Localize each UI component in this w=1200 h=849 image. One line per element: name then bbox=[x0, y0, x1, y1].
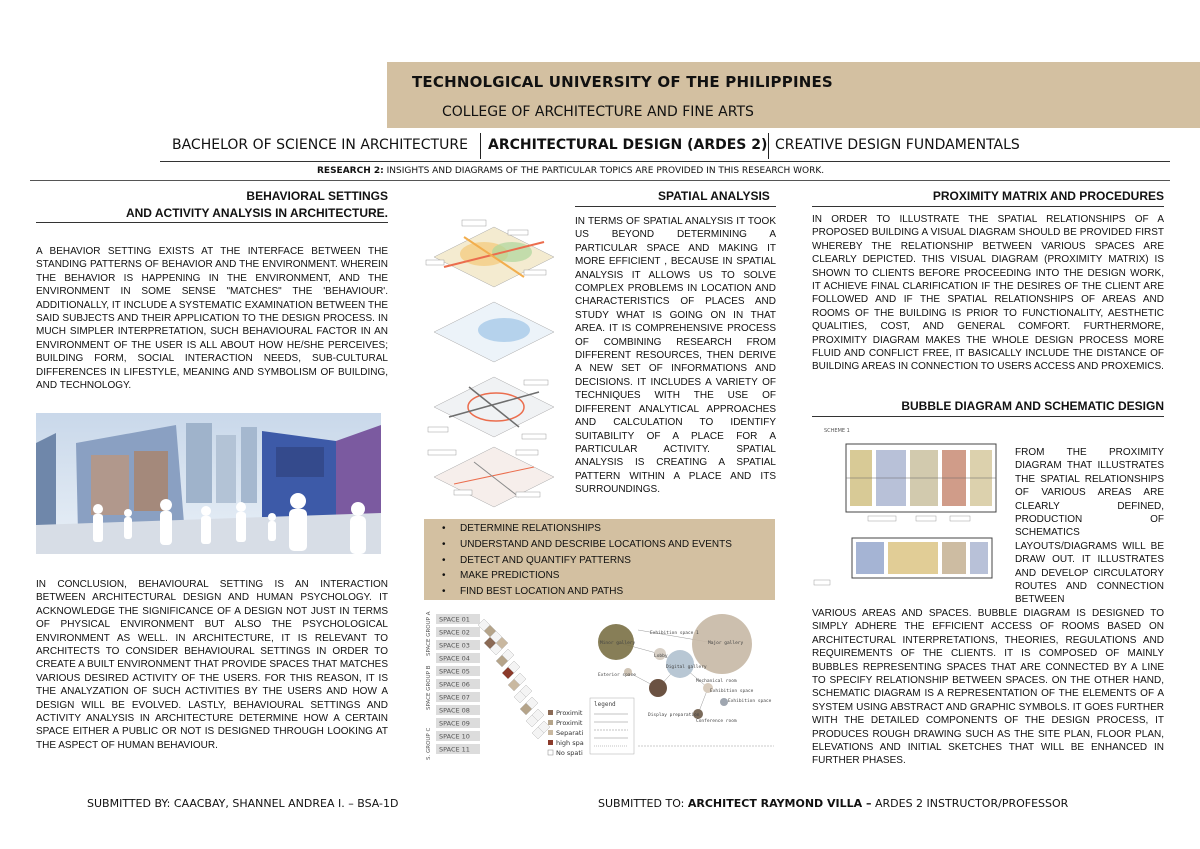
submitted-to bbox=[598, 797, 1068, 810]
bubble-label: Major gallery bbox=[708, 641, 744, 646]
research-label: RESEARCH 2: bbox=[317, 166, 384, 176]
submitted-to-label: SUBMITTED TO: bbox=[598, 797, 688, 810]
behavior-setting-illustration bbox=[36, 413, 381, 554]
spatial-title: SPATIAL ANALYSIS bbox=[658, 189, 770, 203]
title-underline bbox=[36, 222, 388, 223]
bubble-paragraph-full: VARIOUS AREAS AND SPACES. BUBBLE DIAGRAM IS DESIGNED TO SIMPLY ADHERE THE EFFICIENT ACCESS OF ROOMS BASED ON ARCHITECTURAL INTERPRETATIONS, THEORIES, REGULATIONS AND REQUIREMENTS OF THE CLIENTS. IT IS COMPOSED OF MAINLY BUBBLES REPRESENTING SPACES THAT ARE CONNECTED BY A LINE TO SPECIFY RELATIONSHIP BETWEEN SPACES. ON THE OTHER HAND, SCHEMATIC DIAGRAM IS A REPRESENTATION OF THE ELEMENTS OF A SYSTEM USING ABSTRACT AND GRAPHIC SYMBOLS. IT GOES FURTHER WITH THE DETAILED COMPONENTS OF THE DESIGN PROCESS, IT PRODUCES ROUGH DRAWING SUCH AS THE SITE PLAN, FLOOR PLAN, ELEVATIONS AND INITIAL SKETCHES THAT WILL BE ENHANCED IN FURTHER PHASES. bbox=[812, 608, 1164, 767]
header-rule bbox=[160, 161, 1170, 162]
divider bbox=[768, 133, 769, 159]
behavioral-title-1: BEHAVIORAL SETTINGS bbox=[246, 189, 388, 203]
behavioral-paragraph-1: A BEHAVIOR SETTING EXISTS AT THE INTERFACE BETWEEN THE STANDING PATTERNS OF BEHAVIOR AND THE ENVIRONMENT. WHEREIN THE BEHAVIOR IS HAPPENING IN THE ENVIRONMENT, AND THE ENVIRONMENT IN SOME SENSE "MATCHES" THE 'BEHAVIOUR'. ADDITIONALLY, IT INCLUDE A SYSTEMATIC EXAMINATION BETWEEN THE SAID SUBJECTS AND THEIR APPLICATION TO THE DESIGN PROCESS. IN MUCH SIMPLER INTERPRETATION, SUCH BEHAVIOURAL FACTOR IN AN ENVIRONMENT OF THE USER IS ALL ABOUT HOW HE/SHE PERCEIVES; BUILDING FORM, SOCIAL INTERACTION NEEDS, SUB-CULTURAL DIFFERENCES IN LIFESTYLE, MEANING AND SYMBOLISM OF BUILDING, AND TECHNOLOGY. bbox=[36, 246, 388, 392]
bubble-title: BUBBLE DIAGRAM AND SCHEMATIC DESIGN bbox=[901, 399, 1164, 413]
matrix-space-label: SPACE 01 bbox=[439, 615, 470, 624]
matrix-space-label: SPACE 10 bbox=[439, 732, 470, 741]
matrix-group-label: S. GROUP C bbox=[426, 727, 432, 760]
list-item: • DETERMINE RELATIONSHIPS bbox=[438, 521, 775, 537]
matrix-group-label: SPACE GROUP A bbox=[426, 611, 432, 656]
bubble-paragraph-side: FROM THE PROXIMITY DIAGRAM THAT ILLUSTRATES THE SPATIAL RELATIONSHIPS OF VARIOUS AREAS ARE CLEARLY DEFINED, PRODUCTION OF SCHEMATICS LAYOUTS/DIAGRAMS WILL BE DRAW OUT. IT ILLUSTRATES AND DEVELOP CIRCULATORY ROUTES AND CONNECTION BETWEEN bbox=[1015, 447, 1164, 606]
bubble-label: Mechanical room bbox=[696, 679, 737, 684]
list-item: • DETECT AND QUANTIFY PATTERNS bbox=[438, 553, 775, 569]
bubble-label: Conference room bbox=[696, 719, 737, 724]
bubble-label: Exhibition space 1 bbox=[650, 631, 699, 636]
bubble-label: Exhibition space bbox=[710, 689, 754, 694]
college-name: COLLEGE OF ARCHITECTURE AND FINE ARTS bbox=[442, 104, 754, 120]
proximity-title: PROXIMITY MATRIX AND PROCEDURES bbox=[932, 189, 1164, 203]
matrix-group-label: SPACE GROUP B bbox=[426, 665, 432, 710]
proximity-paragraph: IN ORDER TO ILLUSTRATE THE SPATIAL RELATIONSHIPS OF A PROPOSED BUILDING A VISUAL DIAGRAM SHOULD BE PROVIDED FIRST WHEREBY THE RELATIONSHIP BETWEEN VARIOUS SPACES ARE CLEARLY DEPICTED. THIS VISUAL DIAGRAM (PROXIMITY MATRIX) IS SHOWN TO CLIENTS BEFORE PROCEEDING INTO THE DESIGN WORK, IT ACHIEVE FINAL CLARIFICATION IF THE DESIRES OF THE CLIENT ARE FOLLOWED AND IF THE SPATIAL RELATIONSHIPS OF AREAS AND ROOMS OF THE BUILDING IS PRIOR TO FUNCTIONALITY, AESTHETIC QUALITIES, COST, AND GENERAL COMFORT. FURTHERMORE, PROXIMITY DIAGRAM MAKES THE WHOLE DESIGN PROCESS MORE FLUID AND CONFLICT FREE, IT BASICALLY INCLUDE THE DISTANCE OF BUILDING AREAS IN CONNECTION TO USERS ACCESS AND PROXEMICS. bbox=[812, 214, 1164, 373]
spatial-bullet-list bbox=[424, 519, 775, 600]
title-underline bbox=[812, 206, 1164, 207]
program-name: BACHELOR OF SCIENCE IN ARCHITECTURE bbox=[172, 137, 468, 153]
bubble-label: Exhibition space bbox=[728, 699, 772, 704]
topic-name: CREATIVE DESIGN FUNDAMENTALS bbox=[775, 137, 1020, 153]
bubble-label: Display preparation bbox=[648, 713, 700, 718]
matrix-legend-label: Proximit bbox=[556, 719, 583, 727]
divider bbox=[480, 133, 481, 159]
bubble-label: Minor gallery bbox=[600, 641, 636, 646]
schematic-sketch bbox=[812, 420, 1008, 603]
matrix-legend-label: No spati bbox=[556, 749, 583, 757]
research-line bbox=[317, 166, 824, 176]
matrix-space-label: SPACE 11 bbox=[439, 745, 470, 754]
list-item: • FIND BEST LOCATION AND PATHS bbox=[438, 584, 775, 600]
course-row bbox=[0, 136, 1200, 160]
title-underline bbox=[812, 416, 1164, 417]
matrix-space-label: SPACE 05 bbox=[439, 667, 470, 676]
matrix-space-label: SPACE 03 bbox=[439, 641, 470, 650]
list-item: • UNDERSTAND AND DESCRIBE LOCATIONS AND EVENTS bbox=[438, 537, 775, 553]
bubble-label: Exterior space bbox=[598, 673, 636, 678]
proximity-matrix-figure bbox=[424, 606, 584, 764]
research-text: INSIGHTS AND DIAGRAMS OF THE PARTICULAR TOPICS ARE PROVIDED IN THIS RESEARCH WORK. bbox=[383, 166, 825, 176]
matrix-space-label: SPACE 07 bbox=[439, 693, 470, 702]
spatial-paragraph: IN TERMS OF SPATIAL ANALYSIS IT TOOK US BEYOND DETERMINING A PARTICULAR SPACE AND MAKING IT MORE EFFICIENT , BECAUSE IN SPATIAL ANALYSIS IT ALLOWS US TO SOLVE COMPLEX PROBLEMS IN LOCATION AND CHARACTERISTICS OF PLACES AND STUDY WHAT IS GOING ON IN THAT AREA. IT IS COMPREHENSIVE PROCESS OF COMBINING RESEARCH FROM DIFFERENT RESOURCES, THEN DERIVE A NEW SET OF INFORMATIONS AND DECISIONS. IT INCLUDES A VARIETY OF TECHNIQUES WITH THE USE OF DIFFERENT ANALYTICAL APPROACHES AND CALCULATION TO IDENTIFY SUITABILITY OF A PLACE FOR A PARTICULAR ACTIVITY. SPATIAL ANALYSIS IS CREATING A SPATIAL PATTERN WITHIN A PLACE AND ITS SURROUNDINGS. bbox=[575, 216, 776, 496]
submitted-to-role: ARDES 2 INSTRUCTOR/PROFESSOR bbox=[871, 797, 1069, 810]
course-name: ARCHITECTURAL DESIGN (ARDES 2) bbox=[488, 137, 768, 153]
matrix-space-label: SPACE 08 bbox=[439, 706, 470, 715]
matrix-legend-label: Proximit bbox=[556, 709, 583, 717]
bubble-diagram-figure bbox=[588, 606, 778, 760]
behavioral-paragraph-2: IN CONCLUSION, BEHAVIOURAL SETTING IS AN INTERACTION BETWEEN ARCHITECTURAL DESIGN AND HUMAN PSYCHOLOGY. IT ACKNOWLEDGE THE SIGNIFICANCE OF A DESIGN NOT JUST IN TERMS OF PHYSICAL ENVIRONMENT BUT ALSO THE PSYCHOLOGICAL ENVIRONMENT AS WELL. IN ARCHITECTURE, IT IS RELEVANT TO ARCHITECTS TO CONSIDER BEHAVIOURAL SETTINGS IN ORDER TO CREATE A BUILT ENVIRONMENT THAT PROVIDE SPACES THAT MATCHES VARIOUS DESIRED ACTIVITY OF THE USERS. FOR THIS REASON, IT IS THE ANALYZATION OF SUCH ACTIVITIES BY THE USERS AND HOW A DESIGN WILL BE EVOLVED. LASTLY, BEHAVIOURAL SETTINGS AND ACTIVITY ANALYSIS IN ARCHITECTURE DETERMINE HOW A CERTAIN SPACE EITHER A PUBLIC OR NOT IS DESIGNED THROUGH LOOKING AT THE ASPECT OF HUMAN BEHAVIOUR. bbox=[36, 579, 388, 751]
submitted-to-name: ARCHITECT RAYMOND VILLA – bbox=[687, 797, 872, 810]
matrix-legend-label: high spa bbox=[556, 739, 584, 747]
spatial-analysis-diagram bbox=[424, 212, 564, 512]
title-underline bbox=[575, 206, 776, 207]
matrix-space-label: SPACE 06 bbox=[439, 680, 470, 689]
matrix-legend-label: Separati bbox=[556, 729, 584, 737]
research-rule bbox=[30, 180, 1170, 181]
submitted-by: SUBMITTED BY: CAACBAY, SHANNEL ANDREA I. – BSA-1D bbox=[87, 797, 399, 810]
bubble-legend-title: legend bbox=[594, 701, 616, 708]
bubble-label: Digital gallery bbox=[666, 665, 707, 670]
svg-text:SCHEME 1: SCHEME 1 bbox=[824, 428, 850, 434]
bubble-label: Lobby bbox=[654, 654, 668, 659]
list-item: • MAKE PREDICTIONS bbox=[438, 568, 775, 584]
matrix-space-label: SPACE 02 bbox=[439, 628, 470, 637]
matrix-space-label: SPACE 04 bbox=[439, 654, 470, 663]
behavioral-title-2: AND ACTIVITY ANALYSIS IN ARCHITECTURE. bbox=[125, 206, 388, 220]
matrix-space-label: SPACE 09 bbox=[439, 719, 470, 728]
university-name: TECHNOLGICAL UNIVERSITY OF THE PHILIPPINES bbox=[412, 73, 833, 91]
